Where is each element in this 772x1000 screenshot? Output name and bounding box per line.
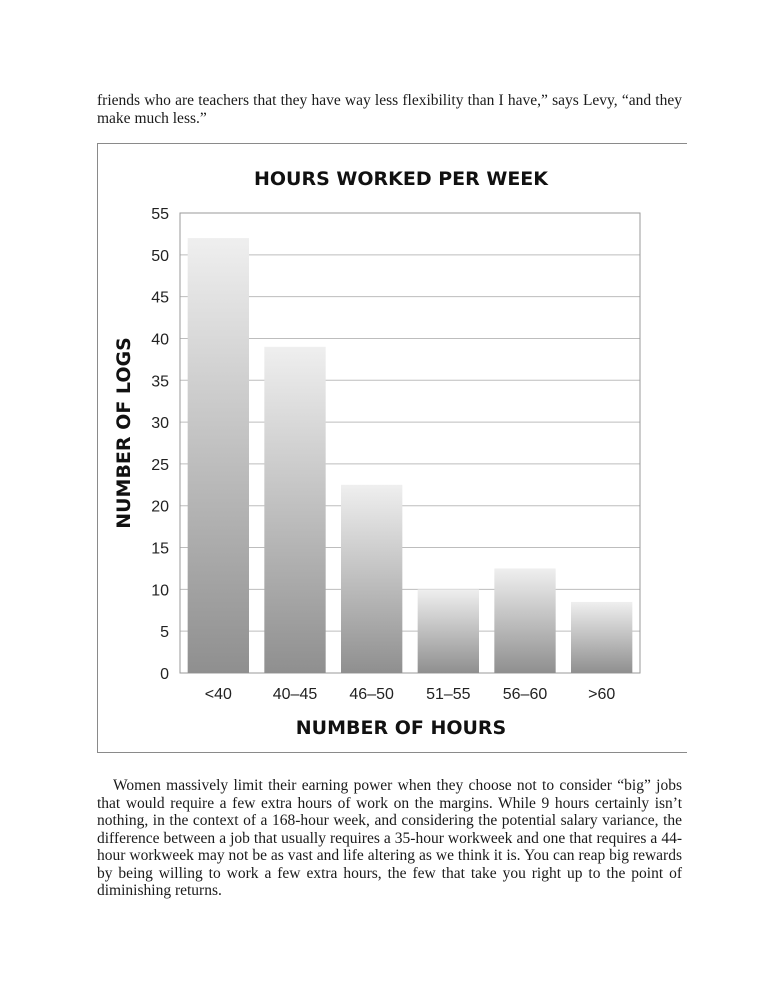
x-tick-label: >60 (588, 686, 616, 703)
bar (264, 347, 325, 673)
x-axis-title: NUMBER OF HOURS (295, 717, 507, 739)
y-tick-label: 15 (151, 540, 169, 558)
bottom-paragraph: Women massively limit their earning power when they choose not to consider “big” jobs that would require a few extra hours of work on the margins. While 9 hours certainly isn’t nothing, in the context of a 168-hour week, and considering the potential salary variance, the difference between a job that usually requires a 35-hour workweek and one that requires a 44-hour workweek may not be as vast and life altering as we think it is. You can reap big rewards by being willing to work a few extra hours, the few that take you right up to the point of diminishing returns. (97, 777, 682, 899)
y-tick-label: 35 (151, 373, 169, 391)
y-tick-label: 0 (160, 666, 169, 683)
x-tick-label: 56–60 (502, 686, 548, 703)
x-tick-label: <40 (204, 686, 232, 703)
chart-title: HOURS WORKED PER WEEK (253, 168, 549, 190)
top-paragraph: friends who are teachers that they have way less flexibility than I have,” says Levy, “and they make much less.” (97, 92, 682, 127)
y-tick-label: 10 (151, 582, 169, 600)
y-tick-label: 5 (160, 624, 169, 642)
bar (188, 238, 249, 673)
bar (494, 568, 555, 673)
bar (341, 485, 402, 673)
y-tick-label: 55 (151, 206, 169, 223)
x-tick-label: 51–55 (426, 686, 471, 703)
y-tick-label: 30 (151, 415, 169, 433)
y-tick-label: 20 (151, 498, 169, 516)
y-tick-label: 50 (151, 247, 169, 265)
x-tick-label: 46–50 (349, 686, 394, 703)
bar (571, 602, 632, 673)
y-tick-label: 40 (151, 331, 169, 349)
y-tick-label: 25 (151, 456, 169, 474)
bar-chart (97, 143, 687, 753)
bar (418, 589, 479, 673)
y-tick-label: 45 (151, 289, 169, 307)
x-tick-label: 40–45 (272, 686, 318, 703)
y-axis-title: NUMBER OF LOGS (113, 337, 135, 529)
